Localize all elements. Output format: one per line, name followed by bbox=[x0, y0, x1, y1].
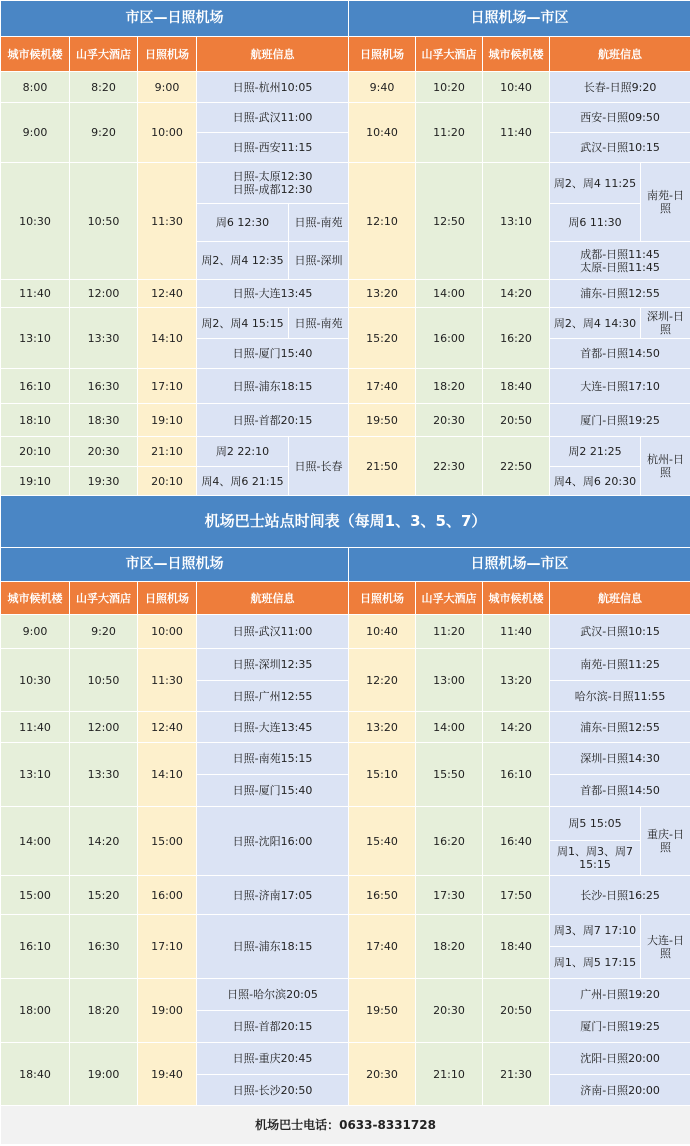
col-header: 山孚大酒店 bbox=[70, 582, 138, 615]
flight-info: 首都-日照14:50 bbox=[550, 775, 690, 807]
time-cell: 12:40 bbox=[138, 712, 197, 743]
time-cell: 17:50 bbox=[483, 876, 550, 915]
flight-day: 周2 22:10 bbox=[197, 437, 289, 467]
bus-phone: 机场巴士电话：0633-8331728 bbox=[1, 1106, 690, 1145]
time-cell: 11:30 bbox=[138, 163, 197, 280]
flight-info: 日照-广州12:55 bbox=[197, 681, 349, 712]
time-cell: 13:20 bbox=[349, 712, 416, 743]
section-title-city-to-airport: 市区—日照机场 bbox=[1, 1, 349, 37]
time-cell: 10:00 bbox=[138, 615, 197, 649]
flight-info: 日照-武汉11:00 bbox=[197, 615, 349, 649]
flight-info: 日照-首都20:15 bbox=[197, 404, 349, 437]
flight-route: 南苑-日照 bbox=[641, 163, 690, 242]
time-cell: 13:20 bbox=[349, 280, 416, 308]
time-cell: 15:00 bbox=[138, 807, 197, 876]
time-cell: 12:20 bbox=[349, 649, 416, 712]
flight-info: 浦东-日照12:55 bbox=[550, 280, 690, 308]
time-cell: 15:10 bbox=[349, 743, 416, 807]
flight-info: 日照-浦东18:15 bbox=[197, 915, 349, 979]
time-cell: 16:00 bbox=[138, 876, 197, 915]
flight-info: 日照-重庆20:45 bbox=[197, 1043, 349, 1075]
time-cell: 19:00 bbox=[138, 979, 197, 1043]
time-cell: 20:30 bbox=[349, 1043, 416, 1106]
time-cell: 10:40 bbox=[483, 72, 550, 103]
flight-info: 日照-武汉11:00 bbox=[197, 103, 349, 133]
col-header: 航班信息 bbox=[197, 37, 349, 72]
flight-info: 日照-长沙20:50 bbox=[197, 1075, 349, 1106]
flight-day: 周6 11:30 bbox=[550, 204, 641, 242]
time-cell: 11:20 bbox=[416, 103, 483, 163]
flight-info: 日照-厦门15:40 bbox=[197, 339, 349, 369]
time-cell: 21:30 bbox=[483, 1043, 550, 1106]
time-cell: 13:30 bbox=[70, 308, 138, 369]
time-cell: 14:20 bbox=[70, 807, 138, 876]
flight-info: 日照-沈阳16:00 bbox=[197, 807, 349, 876]
section-title-airport-to-city: 日照机场—市区 bbox=[349, 1, 690, 37]
time-cell: 18:40 bbox=[483, 915, 550, 979]
time-cell: 12:00 bbox=[70, 280, 138, 308]
flight-route: 日照-南苑 bbox=[289, 204, 349, 242]
flight-line: 太原-日照11:45 bbox=[580, 260, 660, 274]
time-cell: 10:30 bbox=[1, 649, 70, 712]
time-cell: 13:10 bbox=[483, 163, 550, 280]
time-cell: 20:30 bbox=[70, 437, 138, 467]
time-cell: 19:40 bbox=[138, 1043, 197, 1106]
time-cell: 18:00 bbox=[1, 979, 70, 1043]
flight-info: 南苑-日照11:25 bbox=[550, 649, 690, 681]
time-cell: 15:20 bbox=[70, 876, 138, 915]
time-cell: 18:10 bbox=[1, 404, 70, 437]
time-cell: 14:10 bbox=[138, 743, 197, 807]
flight-day: 周2、周4 14:30 bbox=[550, 308, 641, 339]
time-cell: 20:50 bbox=[483, 979, 550, 1043]
flight-info bbox=[197, 163, 349, 204]
flight-line: 成都-日照11:45 bbox=[580, 247, 660, 261]
time-cell: 10:40 bbox=[349, 103, 416, 163]
time-cell: 9:20 bbox=[70, 103, 138, 163]
flight-info: 日照-浦东18:15 bbox=[197, 369, 349, 404]
time-cell: 11:40 bbox=[1, 280, 70, 308]
flight-info: 日照-南苑15:15 bbox=[197, 743, 349, 775]
time-cell: 18:40 bbox=[1, 1043, 70, 1106]
time-cell: 16:20 bbox=[416, 807, 483, 876]
time-cell: 8:00 bbox=[1, 72, 70, 103]
time-cell: 17:40 bbox=[349, 915, 416, 979]
time-cell: 16:30 bbox=[70, 369, 138, 404]
flight-info: 长春-日照9:20 bbox=[550, 72, 690, 103]
time-cell: 14:20 bbox=[483, 712, 550, 743]
time-cell: 14:00 bbox=[1, 807, 70, 876]
time-cell: 17:10 bbox=[138, 369, 197, 404]
col-header: 山孚大酒店 bbox=[416, 582, 483, 615]
time-cell: 8:20 bbox=[70, 72, 138, 103]
time-cell: 14:00 bbox=[416, 280, 483, 308]
time-cell: 21:10 bbox=[416, 1043, 483, 1106]
time-cell: 20:30 bbox=[416, 979, 483, 1043]
time-cell: 16:10 bbox=[1, 369, 70, 404]
time-cell: 16:10 bbox=[1, 915, 70, 979]
time-cell: 21:50 bbox=[349, 437, 416, 496]
flight-line: 日照-成都12:30 bbox=[232, 183, 313, 196]
flight-info: 厦门-日照19:25 bbox=[550, 404, 690, 437]
flight-day: 周5 15:05 bbox=[550, 807, 641, 841]
flight-info: 日照-大连13:45 bbox=[197, 712, 349, 743]
flight-day: 周2、周4 12:35 bbox=[197, 242, 289, 280]
time-cell: 9:00 bbox=[1, 615, 70, 649]
time-cell: 10:00 bbox=[138, 103, 197, 163]
time-cell: 10:50 bbox=[70, 649, 138, 712]
flight-info: 日照-厦门15:40 bbox=[197, 775, 349, 807]
time-cell: 18:20 bbox=[416, 915, 483, 979]
time-cell: 9:20 bbox=[70, 615, 138, 649]
flight-route: 大连-日照 bbox=[641, 915, 690, 979]
time-cell: 12:50 bbox=[416, 163, 483, 280]
time-cell: 19:00 bbox=[70, 1043, 138, 1106]
flight-info: 日照-首都20:15 bbox=[197, 1011, 349, 1043]
time-cell: 18:30 bbox=[70, 404, 138, 437]
section-title-city-to-airport: 市区—日照机场 bbox=[1, 548, 349, 582]
time-cell: 15:20 bbox=[349, 308, 416, 369]
col-header: 山孚大酒店 bbox=[70, 37, 138, 72]
time-cell: 13:10 bbox=[1, 743, 70, 807]
flight-info: 日照-西安11:15 bbox=[197, 133, 349, 163]
page-title: 机场巴士站点时间表（每周1、3、5、7） bbox=[1, 496, 690, 548]
time-cell: 17:40 bbox=[349, 369, 416, 404]
flight-info: 日照-大连13:45 bbox=[197, 280, 349, 308]
time-cell: 15:50 bbox=[416, 743, 483, 807]
flight-route: 深圳-日照 bbox=[641, 308, 690, 339]
flight-info bbox=[550, 242, 690, 280]
flight-day: 周4、周6 21:15 bbox=[197, 467, 289, 496]
time-cell: 13:00 bbox=[416, 649, 483, 712]
col-header: 城市候机楼 bbox=[1, 37, 70, 72]
time-cell: 16:30 bbox=[70, 915, 138, 979]
time-cell: 19:30 bbox=[70, 467, 138, 496]
flight-info: 西安-日照09:50 bbox=[550, 103, 690, 133]
flight-day: 周2、周4 11:25 bbox=[550, 163, 641, 204]
flight-info: 哈尔滨-日照11:55 bbox=[550, 681, 690, 712]
col-header: 山孚大酒店 bbox=[416, 37, 483, 72]
flight-day: 周2 21:25 bbox=[550, 437, 641, 467]
flight-info: 武汉-日照10:15 bbox=[550, 615, 690, 649]
flight-day: 周2、周4 15:15 bbox=[197, 308, 289, 339]
time-cell: 9:00 bbox=[138, 72, 197, 103]
flight-info: 日照-哈尔滨20:05 bbox=[197, 979, 349, 1011]
time-cell: 16:50 bbox=[349, 876, 416, 915]
time-cell: 16:10 bbox=[483, 743, 550, 807]
time-cell: 15:00 bbox=[1, 876, 70, 915]
time-cell: 17:30 bbox=[416, 876, 483, 915]
section-title-airport-to-city: 日照机场—市区 bbox=[349, 548, 690, 582]
time-cell: 14:10 bbox=[138, 308, 197, 369]
time-cell: 20:10 bbox=[1, 437, 70, 467]
time-cell: 11:40 bbox=[483, 103, 550, 163]
time-cell: 11:20 bbox=[416, 615, 483, 649]
time-cell: 10:50 bbox=[70, 163, 138, 280]
flight-route: 重庆-日照 bbox=[641, 807, 690, 876]
col-header: 日照机场 bbox=[138, 37, 197, 72]
time-cell: 13:30 bbox=[70, 743, 138, 807]
flight-info: 大连-日照17:10 bbox=[550, 369, 690, 404]
flight-route: 日照-深圳 bbox=[289, 242, 349, 280]
time-cell: 19:50 bbox=[349, 404, 416, 437]
time-cell: 11:40 bbox=[1, 712, 70, 743]
time-cell: 19:10 bbox=[1, 467, 70, 496]
time-cell: 22:30 bbox=[416, 437, 483, 496]
time-cell: 12:10 bbox=[349, 163, 416, 280]
col-header: 航班信息 bbox=[550, 582, 690, 615]
time-cell: 20:30 bbox=[416, 404, 483, 437]
time-cell: 16:00 bbox=[416, 308, 483, 369]
flight-day: 周3、周7 17:10 bbox=[550, 915, 641, 947]
time-cell: 19:10 bbox=[138, 404, 197, 437]
time-cell: 18:40 bbox=[483, 369, 550, 404]
flight-info: 广州-日照19:20 bbox=[550, 979, 690, 1011]
flight-day: 周4、周6 20:30 bbox=[550, 467, 641, 496]
time-cell: 14:00 bbox=[416, 712, 483, 743]
flight-day: 周1、周5 17:15 bbox=[550, 947, 641, 979]
time-cell: 12:00 bbox=[70, 712, 138, 743]
time-cell: 17:10 bbox=[138, 915, 197, 979]
time-cell: 13:20 bbox=[483, 649, 550, 712]
col-header: 城市候机楼 bbox=[1, 582, 70, 615]
col-header: 日照机场 bbox=[349, 582, 416, 615]
time-cell: 9:00 bbox=[1, 103, 70, 163]
col-header: 航班信息 bbox=[197, 582, 349, 615]
flight-info: 日照-杭州10:05 bbox=[197, 72, 349, 103]
flight-info: 日照-深圳12:35 bbox=[197, 649, 349, 681]
flight-info: 武汉-日照10:15 bbox=[550, 133, 690, 163]
flight-info: 深圳-日照14:30 bbox=[550, 743, 690, 775]
time-cell: 11:30 bbox=[138, 649, 197, 712]
flight-route: 杭州-日照 bbox=[641, 437, 690, 496]
time-cell: 10:20 bbox=[416, 72, 483, 103]
time-cell: 11:40 bbox=[483, 615, 550, 649]
time-cell: 13:10 bbox=[1, 308, 70, 369]
time-cell: 16:40 bbox=[483, 807, 550, 876]
time-cell: 18:20 bbox=[70, 979, 138, 1043]
flight-info: 济南-日照20:00 bbox=[550, 1075, 690, 1106]
flight-line: 日照-太原12:30 bbox=[232, 170, 313, 183]
flight-info: 日照-济南17:05 bbox=[197, 876, 349, 915]
flight-day: 周1、周3、周7 15:15 bbox=[550, 841, 641, 876]
col-header: 城市候机楼 bbox=[483, 582, 550, 615]
time-cell: 21:10 bbox=[138, 437, 197, 467]
time-cell: 19:50 bbox=[349, 979, 416, 1043]
time-cell: 15:40 bbox=[349, 807, 416, 876]
time-cell: 18:20 bbox=[416, 369, 483, 404]
time-cell: 20:50 bbox=[483, 404, 550, 437]
flight-day: 周6 12:30 bbox=[197, 204, 289, 242]
time-cell: 9:40 bbox=[349, 72, 416, 103]
col-header: 城市候机楼 bbox=[483, 37, 550, 72]
flight-info: 浦东-日照12:55 bbox=[550, 712, 690, 743]
flight-info: 首都-日照14:50 bbox=[550, 339, 690, 369]
time-cell: 10:30 bbox=[1, 163, 70, 280]
time-cell: 14:20 bbox=[483, 280, 550, 308]
flight-info: 厦门-日照19:25 bbox=[550, 1011, 690, 1043]
time-cell: 16:20 bbox=[483, 308, 550, 369]
time-cell: 22:50 bbox=[483, 437, 550, 496]
time-cell: 20:10 bbox=[138, 467, 197, 496]
time-cell: 10:40 bbox=[349, 615, 416, 649]
col-header: 日照机场 bbox=[138, 582, 197, 615]
flight-info: 长沙-日照16:25 bbox=[550, 876, 690, 915]
col-header: 日照机场 bbox=[349, 37, 416, 72]
col-header: 航班信息 bbox=[550, 37, 690, 72]
flight-info: 沈阳-日照20:00 bbox=[550, 1043, 690, 1075]
flight-route: 日照-南苑 bbox=[289, 308, 349, 339]
flight-route: 日照-长春 bbox=[289, 437, 349, 496]
time-cell: 12:40 bbox=[138, 280, 197, 308]
